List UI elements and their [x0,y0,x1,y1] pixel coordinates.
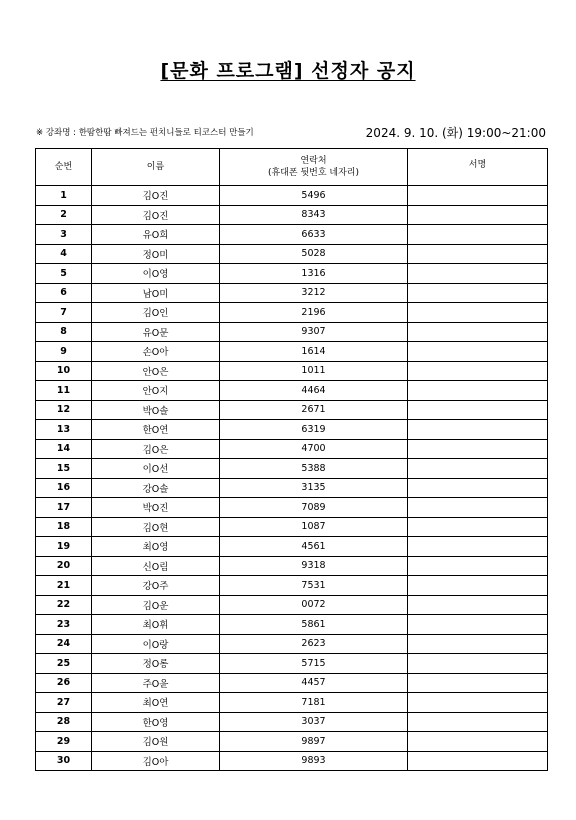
row-signature[interactable] [408,615,548,635]
table-row [36,225,548,245]
header-contact-line2: (휴대폰 뒷번호 네자리) [268,168,359,178]
row-signature[interactable] [408,420,548,440]
row-contact: 2623 [220,634,408,654]
row-signature[interactable] [408,732,548,752]
table-row [36,342,548,362]
row-signature[interactable] [408,303,548,323]
row-name: 김O아 [92,751,220,771]
table-row [36,186,548,206]
row-number: 28 [36,712,92,732]
row-signature[interactable] [408,517,548,537]
row-signature[interactable] [408,381,548,401]
table-row [36,498,548,518]
row-contact: 3212 [220,283,408,303]
row-contact: 1614 [220,342,408,362]
row-contact: 6633 [220,225,408,245]
row-number: 20 [36,556,92,576]
table-row [36,361,548,381]
row-number: 18 [36,517,92,537]
table-row [36,517,548,537]
row-name: 박O솔 [92,400,220,420]
row-signature[interactable] [408,654,548,674]
row-number: 10 [36,361,92,381]
row-name: 한O연 [92,420,220,440]
row-signature[interactable] [408,751,548,771]
row-number: 1 [36,186,92,206]
row-name: 안O지 [92,381,220,401]
row-name: 이O영 [92,264,220,284]
row-signature[interactable] [408,537,548,557]
row-name: 유O문 [92,322,220,342]
row-name: 정O미 [92,244,220,264]
table-row [36,673,548,693]
row-name: 김O은 [92,439,220,459]
header-no: 순번 [36,149,92,186]
row-number: 30 [36,751,92,771]
header-contact [220,149,408,186]
row-number: 2 [36,205,92,225]
table-row [36,303,548,323]
row-name: 강O주 [92,576,220,596]
row-signature[interactable] [408,498,548,518]
row-signature[interactable] [408,478,548,498]
row-number: 6 [36,283,92,303]
row-number: 9 [36,342,92,362]
header-name: 이름 [92,149,220,186]
row-number: 7 [36,303,92,323]
row-signature[interactable] [408,595,548,615]
table-row [36,283,548,303]
row-number: 4 [36,244,92,264]
row-number: 29 [36,732,92,752]
row-name: 김O현 [92,517,220,537]
row-signature[interactable] [408,576,548,596]
row-signature[interactable] [408,439,548,459]
table-row [36,751,548,771]
row-contact: 4464 [220,381,408,401]
row-number: 8 [36,322,92,342]
row-contact: 1316 [220,264,408,284]
row-contact: 5496 [220,186,408,206]
table-row [36,322,548,342]
row-contact: 2196 [220,303,408,323]
row-number: 27 [36,693,92,713]
row-number: 11 [36,381,92,401]
page-title: [문화 프로그램] 선정자 공지 [160,60,416,82]
row-contact: 5028 [220,244,408,264]
row-number: 12 [36,400,92,420]
row-signature[interactable] [408,225,548,245]
row-name: 김O운 [92,595,220,615]
row-number: 13 [36,420,92,440]
row-contact: 7181 [220,693,408,713]
row-name: 김O원 [92,732,220,752]
table-body [36,186,548,771]
row-name: 이O선 [92,459,220,479]
row-signature[interactable] [408,264,548,284]
row-signature[interactable] [408,186,548,206]
row-contact: 7089 [220,498,408,518]
row-contact: 9307 [220,322,408,342]
table-row [36,654,548,674]
row-name: 안O은 [92,361,220,381]
row-signature[interactable] [408,673,548,693]
row-contact: 4561 [220,537,408,557]
table-row [36,420,548,440]
row-contact: 4457 [220,673,408,693]
row-signature[interactable] [408,556,548,576]
row-name: 최O연 [92,693,220,713]
row-contact: 0072 [220,595,408,615]
table-row [36,205,548,225]
row-signature[interactable] [408,693,548,713]
row-number: 3 [36,225,92,245]
row-contact: 5715 [220,654,408,674]
table-row [36,264,548,284]
table-row [36,556,548,576]
row-contact: 4700 [220,439,408,459]
row-contact: 9318 [220,556,408,576]
row-number: 21 [36,576,92,596]
row-name: 유O희 [92,225,220,245]
row-number: 25 [36,654,92,674]
row-name: 주O윤 [92,673,220,693]
row-number: 14 [36,439,92,459]
row-contact: 6319 [220,420,408,440]
table-row [36,459,548,479]
table-row [36,400,548,420]
row-contact: 2671 [220,400,408,420]
row-number: 22 [36,595,92,615]
row-number: 26 [36,673,92,693]
row-signature[interactable] [408,205,548,225]
row-contact: 8343 [220,205,408,225]
row-signature[interactable] [408,459,548,479]
row-name: 신O림 [92,556,220,576]
row-name: 한O영 [92,712,220,732]
row-name: 손O아 [92,342,220,362]
row-signature[interactable] [408,244,548,264]
row-number: 16 [36,478,92,498]
table-row [36,381,548,401]
row-name: 정O롱 [92,654,220,674]
table-row [36,712,548,732]
table-row [36,732,548,752]
course-name: ※ 강좌명 : 한땀한땀 빠져드는 펀치니들로 티코스터 만들기 [36,128,254,138]
row-contact: 1087 [220,517,408,537]
row-name: 강O솔 [92,478,220,498]
row-number: 5 [36,264,92,284]
row-signature[interactable] [408,283,548,303]
header-signature: 서명 [408,149,548,186]
row-contact: 9897 [220,732,408,752]
row-name: 김O진 [92,205,220,225]
table-row [36,576,548,596]
row-number: 23 [36,615,92,635]
row-name: 최O휘 [92,615,220,635]
row-contact: 1011 [220,361,408,381]
row-signature[interactable] [408,361,548,381]
row-contact: 7531 [220,576,408,596]
table-row [36,439,548,459]
row-signature[interactable] [408,342,548,362]
row-number: 24 [36,634,92,654]
table-row [36,244,548,264]
row-contact: 3135 [220,478,408,498]
row-name: 김O인 [92,303,220,323]
row-name: 김O진 [92,186,220,206]
row-name: 최O영 [92,537,220,557]
row-name: 남O미 [92,283,220,303]
table-row [36,537,548,557]
table-row [36,478,548,498]
header-contact-line1: 연락처 [300,156,327,166]
table-row [36,693,548,713]
table-row [36,634,548,654]
row-number: 15 [36,459,92,479]
row-contact: 5388 [220,459,408,479]
table-row [36,615,548,635]
table-row [36,595,548,615]
row-contact: 9893 [220,751,408,771]
selectee-table [35,148,548,771]
row-contact: 5861 [220,615,408,635]
table-header-row [36,149,548,186]
row-signature[interactable] [408,634,548,654]
session-datetime: 2024. 9. 10. (화) 19:00~21:00 [365,126,546,140]
row-name: 이O랑 [92,634,220,654]
row-signature[interactable] [408,322,548,342]
course-info-row [36,124,546,140]
row-signature[interactable] [408,400,548,420]
row-contact: 3037 [220,712,408,732]
row-number: 19 [36,537,92,557]
row-number: 17 [36,498,92,518]
row-signature[interactable] [408,712,548,732]
row-name: 박O진 [92,498,220,518]
